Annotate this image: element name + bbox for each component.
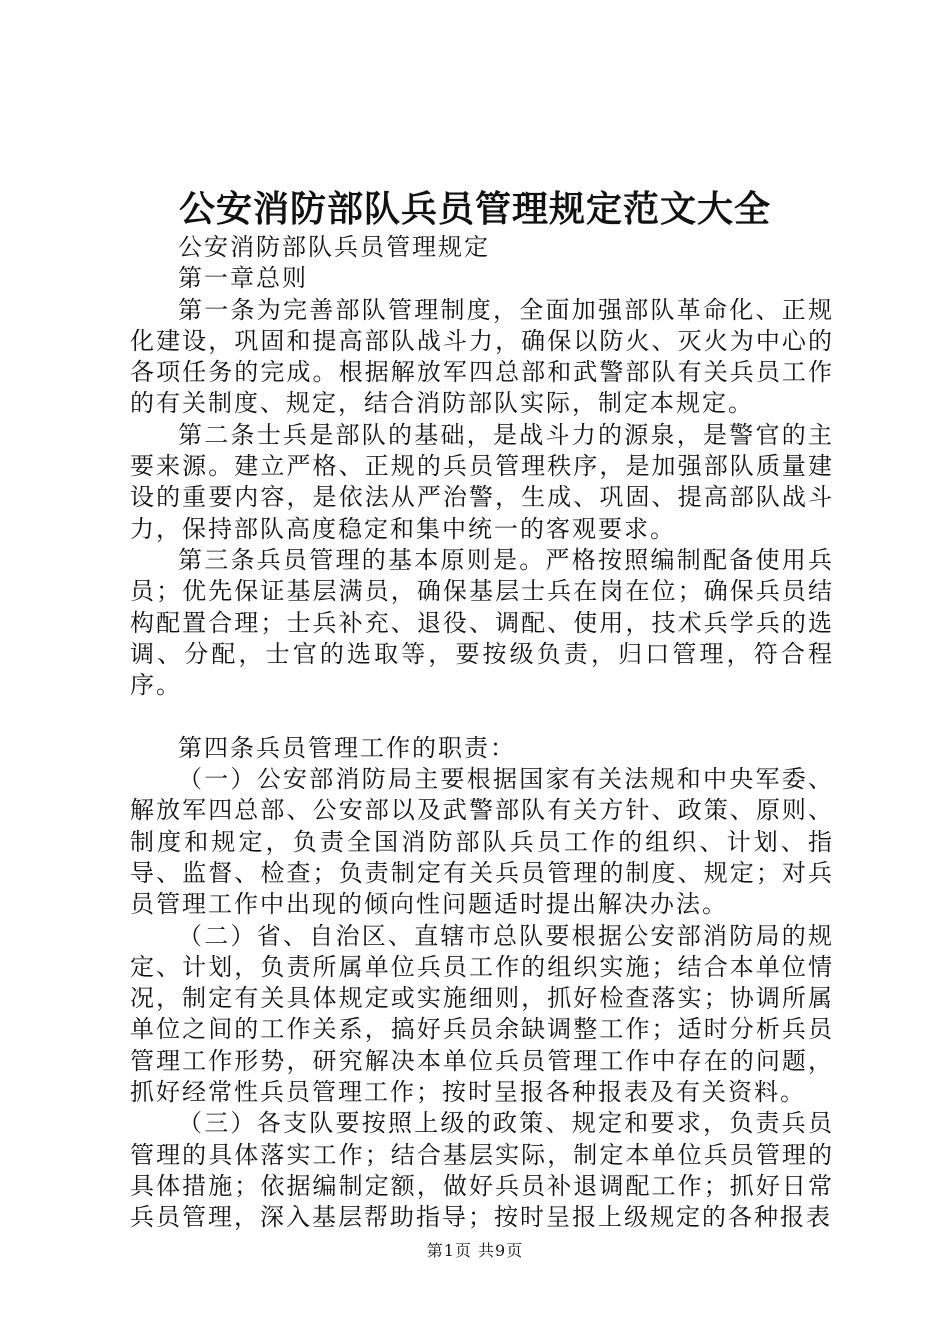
paragraph-item-1: （一）公安部消防局主要根据国家有关法规和中央军委、解放军四总部、公安部以及武警部队有关方针、政策、原则、制度和规定，负责全国消防部队兵员工作的组织、计划、指导、监督、检查；负责制定有关兵员管理的制度、规定；对兵员管理工作中出现的倾向性问题适时提出解决办法。 [130,765,834,919]
document-body [130,232,834,1234]
paragraph-item-3: （三）各支队要按照上级的政策、规定和要求，负责兵员管理的具体落实工作；结合基层实际，制定本单位兵员管理的具体措施；依据编制定额，做好兵员补退调配工作；抓好日常兵员管理，深入基层帮助指导；按时呈报上级规定的各种报表 [130,1109,834,1232]
paragraph-article-2: 第二条士兵是部队的基础，是战斗力的源泉，是警官的主要来源。建立严格、正规的兵员管理秩序，是加强部队质量建设的重要内容，是依法从严治警，生成、巩固、提高部队战斗力，保持部队高度稳定和集中统一的客观要求。 [130,420,834,543]
paragraph-article-3: 第三条兵员管理的基本原则是。严格按照编制配备使用兵员；优先保证基层满员，确保基层士兵在岗在位；确保兵员结构配置合理；士兵补充、退役、调配、使用，技术兵学兵的选调、分配，士官的选取等，要按级负责，归口管理，符合程序。 [130,545,834,700]
paragraph-article-1: 第一条为完善部队管理制度，全面加强部队革命化、正规化建设，巩固和提高部队战斗力，确保以防火、灭火为中心的各项任务的完成。根据解放军四总部和武警部队有关兵员工作的有关制度、规定，结合消防部队实际，制定本规定。 [130,295,834,418]
paragraph-subtitle: 公安消防部队兵员管理规定 [178,233,490,261]
paragraph-article-4: 第四条兵员管理工作的职责： [178,733,516,762]
document-title: 公安消防部队兵员管理规定范文大全 [178,188,771,230]
paragraph-item-2: （二）省、自治区、直辖市总队要根据公安部消防局的规定、计划，负责所属单位兵员工作的组织实施；结合本单位情况，制定有关具体规定或实施细则，抓好检查落实；协调所属单位之间的工作关系，搞好兵员余缺调整工作；适时分析兵员管理工作形势，研究解决本单位兵员管理工作中存在的问题，抓好经常性兵员管理工作；按时呈报各种报表及有关资料。 [130,921,834,1107]
page-footer: 第1页 共9页 [426,1241,524,1260]
paragraph-chapter-heading: 第一章总则 [178,264,308,293]
paragraph-spacer [130,701,834,732]
